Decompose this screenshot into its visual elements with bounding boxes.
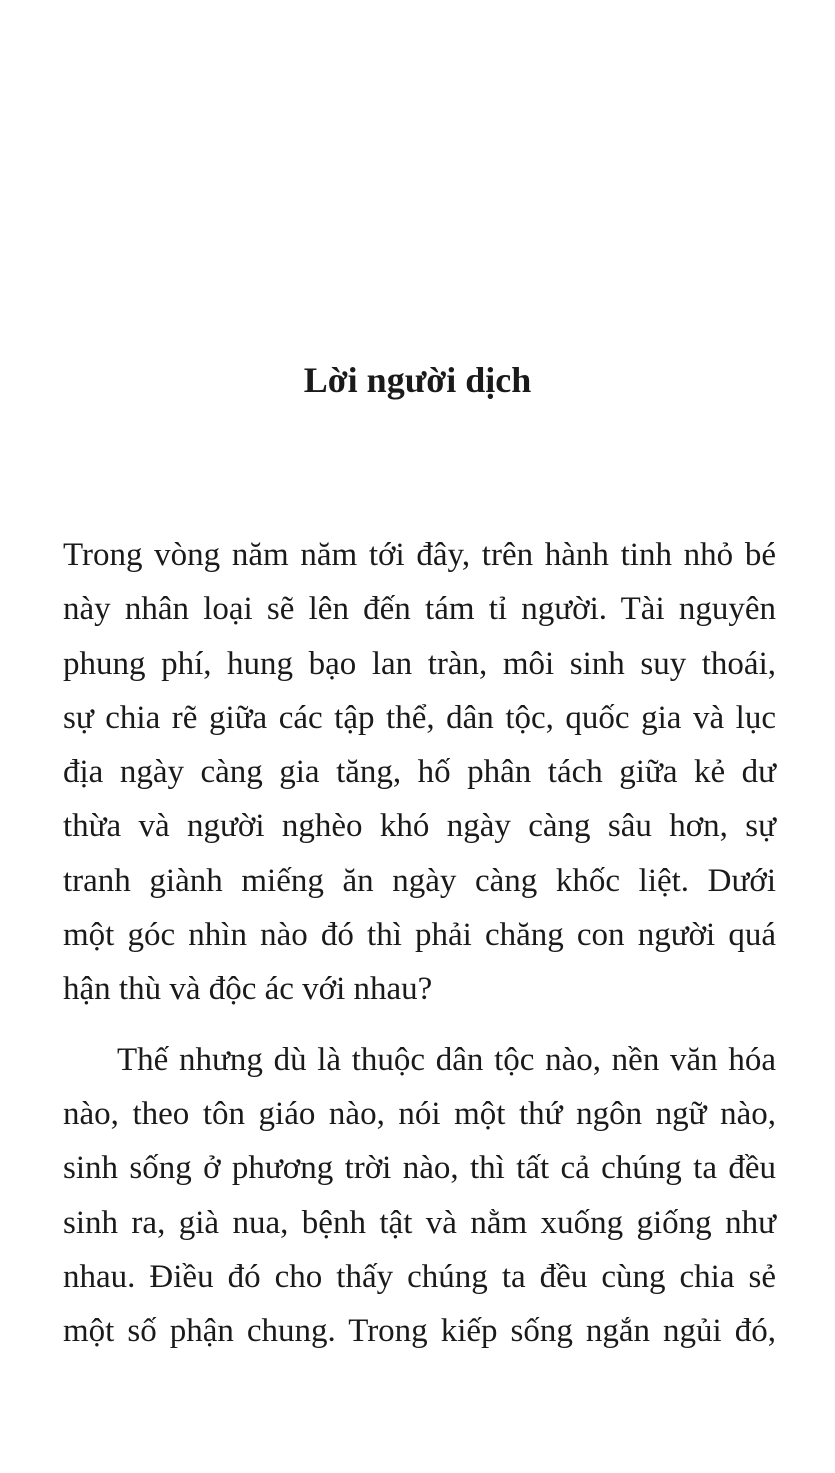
text-line: nhau. Điều đó cho thấy chúng ta đều cùng chia sẻ [63, 1258, 776, 1295]
paragraph-1 [63, 528, 776, 1017]
text-line: này nhân loại sẽ lên đến tám tỉ người. Tài nguyên [63, 591, 776, 628]
text-line: Thế nhưng dù là thuộc dân tộc nào, nền văn hóa [117, 1041, 776, 1078]
paragraph-2 [63, 1033, 776, 1359]
text-line: tranh giành miếng ăn ngày càng khốc liệt. Dưới [63, 862, 776, 899]
text-line: sinh ra, già nua, bệnh tật và nằm xuống giống như [63, 1204, 776, 1241]
text-line: nào, theo tôn giáo nào, nói một thứ ngôn ngữ nào, [63, 1095, 776, 1132]
text-line: hận thù và độc ác với nhau? [63, 971, 433, 1008]
body-text [63, 528, 776, 1358]
text-line: sự chia rẽ giữa các tập thể, dân tộc, quốc gia và lục [63, 699, 776, 736]
text-line: một số phận chung. Trong kiếp sống ngắn ngủi đó, [63, 1313, 776, 1350]
text-line: Trong vòng năm năm tới đây, trên hành tinh nhỏ bé [63, 537, 776, 573]
text-line: một góc nhìn nào đó thì phải chăng con người quá [63, 917, 776, 954]
text-line: sinh sống ở phương trời nào, thì tất cả chúng ta đều [63, 1150, 776, 1187]
text-line: địa ngày càng gia tăng, hố phân tách giữa kẻ dư [63, 754, 776, 791]
text-line: thừa và người nghèo khó ngày càng sâu hơn, sự [63, 808, 776, 845]
page-title: Lời người dịch [303, 360, 532, 400]
text-line: phung phí, hung bạo lan tràn, môi sinh suy thoái, [63, 645, 776, 682]
